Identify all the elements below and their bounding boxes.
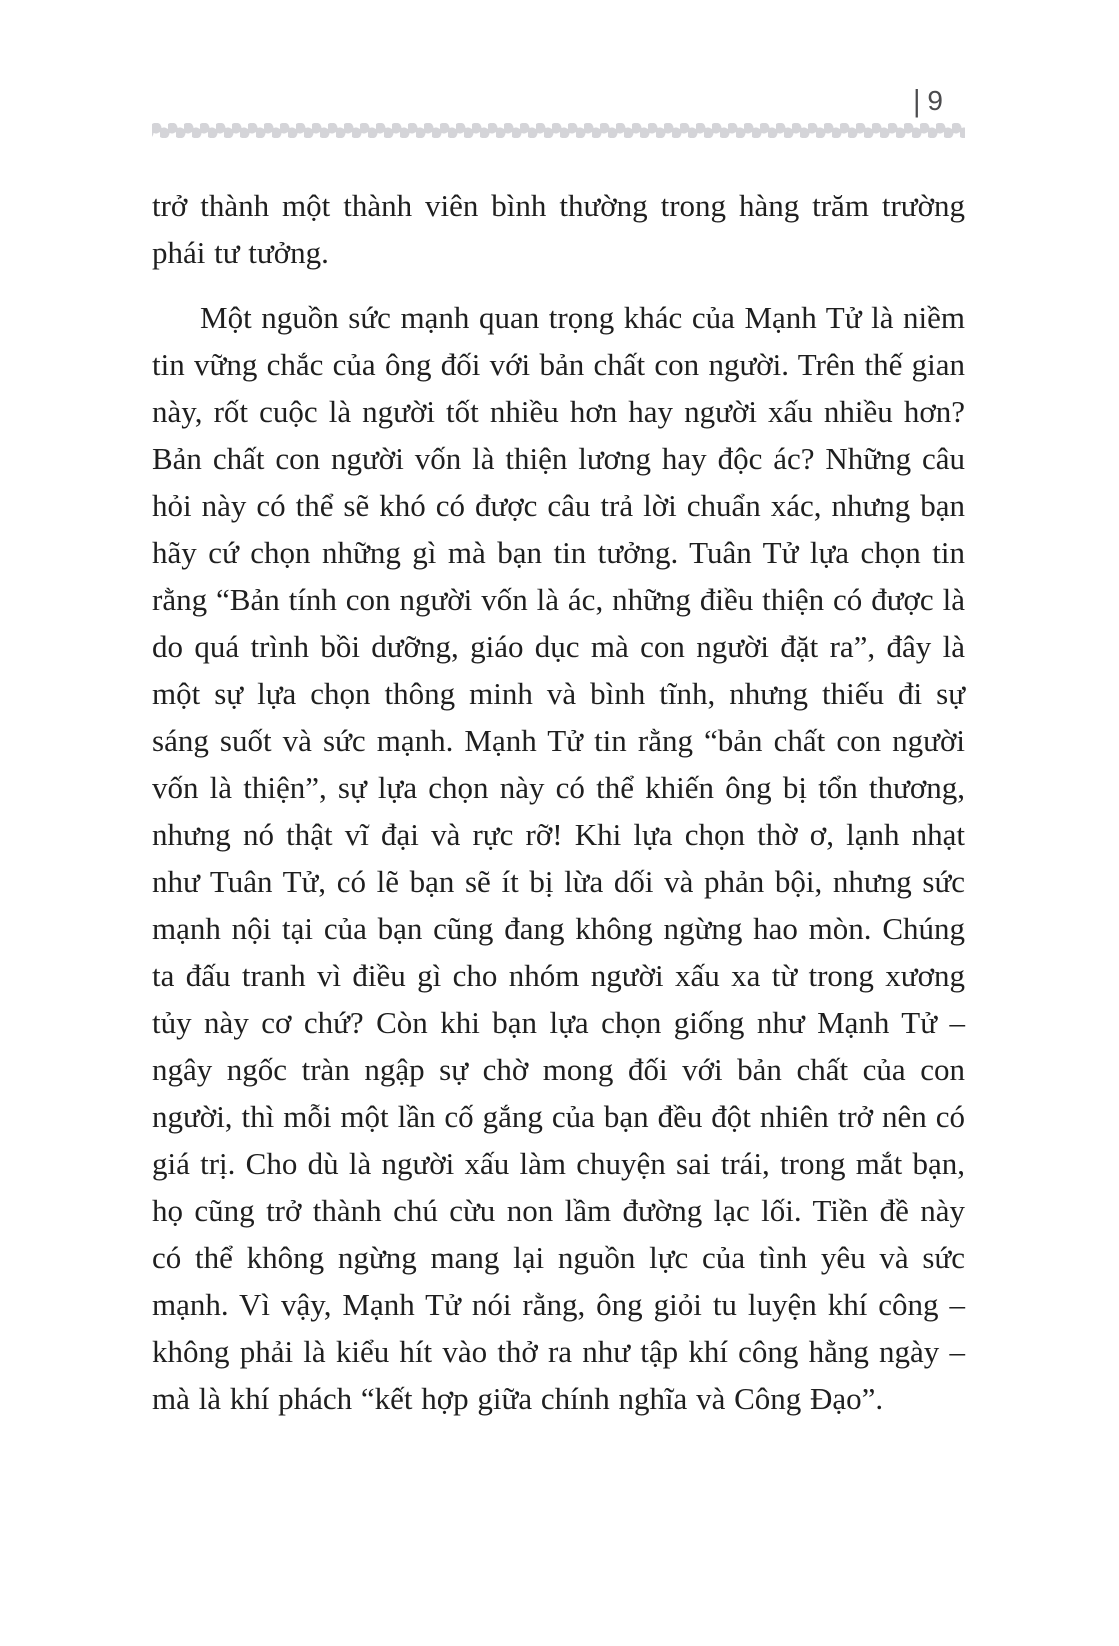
- page-number-value: 9: [927, 85, 943, 116]
- page-number: [152, 83, 965, 118]
- paragraph: Một nguồn sức mạnh quan trọng khác của Mạnh Tử là niềm tin vững chắc của ông đối với bản chất con người. Trên thế gian này, rốt cuộc là người tốt nhiều hơn hay người xấu nhiều hơn? Bản chất con người vốn là thiện lương hay độc ác? Những câu hỏi này có thể sẽ khó có được câu trả lời chuẩn xác, nhưng bạn hãy cứ chọn những gì mà bạn tin tưởng. Tuân Tử lựa chọn tin rằng “Bản tính con người vốn là ác, những điều thiện có được là do quá trình bồi dưỡng, giáo dục mà con người đặt ra”, đây là một sự lựa chọn thông minh và bình tĩnh, nhưng thiếu đi sự sáng suốt và sức mạnh. Mạnh Tử tin rằng “bản chất con người vốn là thiện”, sự lựa chọn này có thể khiến ông bị tổn thương, nhưng nó thật vĩ đại và rực rỡ! Khi lựa chọn thờ ơ, lạnh nhạt như Tuân Tử, có lẽ bạn sẽ ít bị lừa dối và phản bội, nhưng sức mạnh nội tại của bạn cũng đang không ngừng hao mòn. Chúng ta đấu tranh vì điều gì cho nhóm người xấu xa từ trong xương tủy này cơ chứ? Còn khi bạn lựa chọn giống như Mạnh Tử – ngây ngốc tràn ngập sự chờ mong đối với bản chất của con người, thì mỗi một lần cố gắng của bạn đều đột nhiên trở nên có giá trị. Cho dù là người xấu làm chuyện sai trái, trong mắt bạn, họ cũng trở thành chú cừu non lầm đường lạc lối. Tiền đề này có thể không ngừng mang lại nguồn lực của tình yêu và sức mạnh. Vì vậy, Mạnh Tử nói rằng, ông giỏi tu luyện khí công – không phải là kiểu hít vào thở ra như tập khí công hằng ngày – mà là khí phách “kết hợp giữa chính nghĩa và Công Đạo”.: [152, 300, 965, 1416]
- page-body: [152, 182, 965, 1422]
- scallop-divider: [152, 123, 965, 138]
- paragraph-continuation: trở thành một thành viên bình thường trong hàng trăm trường phái tư tưởng.: [152, 188, 965, 270]
- page-number-separator: |: [913, 83, 921, 118]
- page-header: [152, 83, 965, 138]
